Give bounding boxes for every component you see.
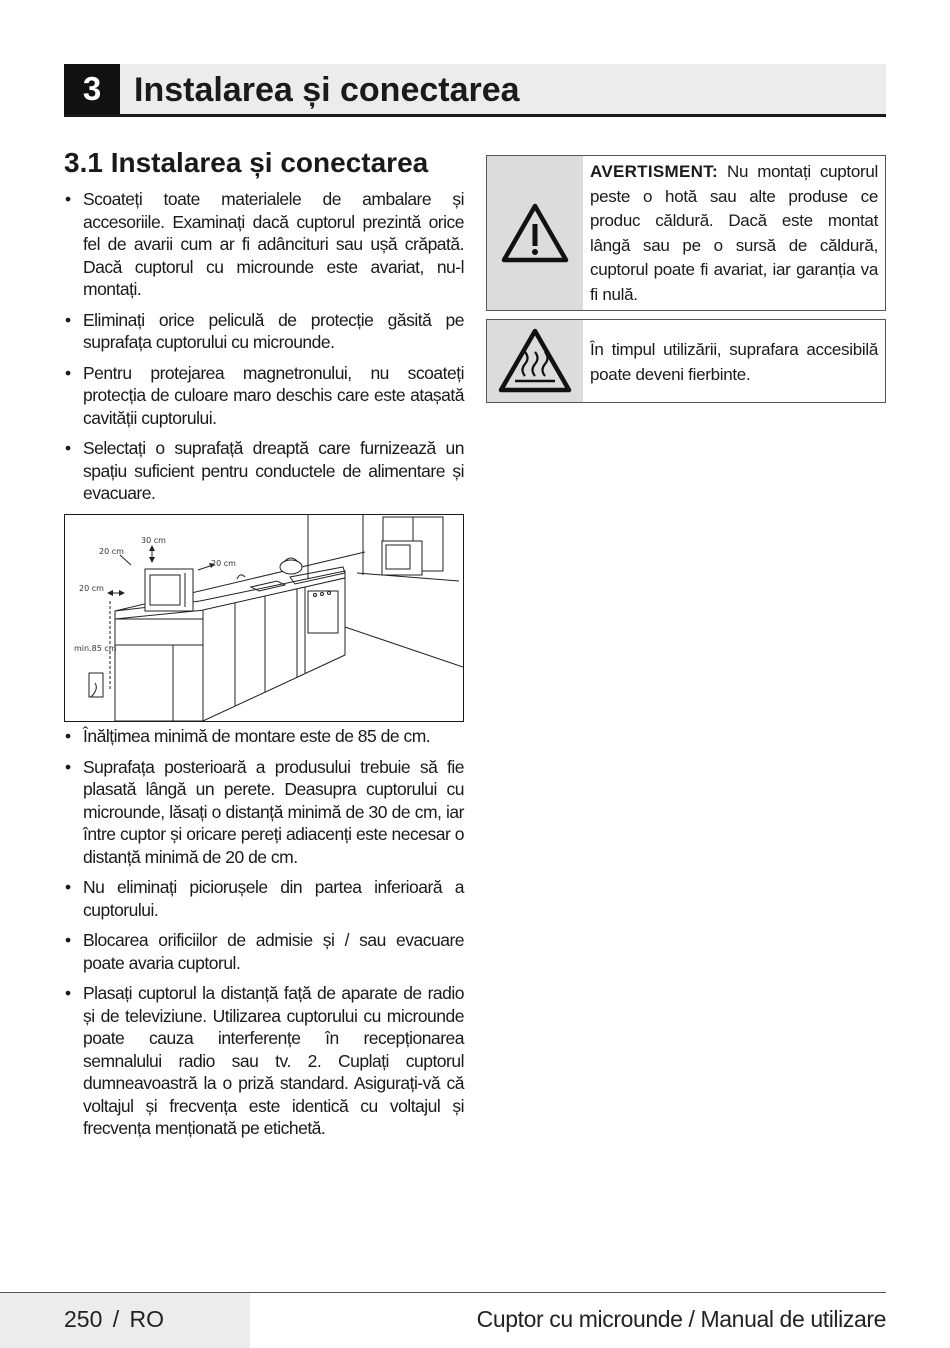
list-item: • Pentru protejarea magnetronului, nu scoateți protecția de culoare maro deschis care este atașată cavității cuptorului. [64, 362, 464, 430]
figure-label-min-height: min.85 cm [74, 644, 117, 653]
installation-list-bottom [64, 725, 464, 1148]
manual-title: Cuptor cu microunde / Manual de utilizare [476, 1306, 886, 1332]
warning-text: Nu montați cuptorul peste o hotă sau alte produse ce produc căldură. Dacă este montat lângă sau pe o sursă de căldură, cuptorul poate fi avariat, iar garanția va fi nulă. [590, 162, 878, 304]
kitchen-illustration [65, 515, 463, 721]
figure-label-side-right: 20 cm [211, 559, 236, 568]
hot-surface-text: În timpul utilizării, suprafara accesibilă poate deveni fierbinte. [590, 340, 878, 384]
figure-label-side-left: 20 cm [99, 547, 124, 556]
chapter-title: Instalarea și conectarea [134, 71, 520, 109]
list-item: • Înălțimea minimă de montare este de 85 de cm. [64, 725, 464, 748]
section-title: 3.1 Instalarea și conectarea [64, 147, 429, 178]
list-item: • Eliminați orice peliculă de protecție găsită pe suprafața cuptorului cu microunde. [64, 309, 464, 354]
warning-title: AVERTISMENT: [590, 162, 718, 181]
chapter-number: 3 [64, 64, 120, 114]
list-item: • Nu eliminați piciorușele din partea inferioară a cuptorului. [64, 876, 464, 921]
chapter-header [64, 64, 886, 117]
figure-label-top: 30 cm [141, 536, 166, 545]
warning-notice [486, 155, 886, 311]
list-item: • Scoateți toate materialele de ambalare și accesoriile. Examinați dacă cuptorul prezintă orice fel de avarii cum ar fi adâncituri sau ușă crăpată. Dacă cuptorul cu microunde este avariat, nu-l montați. [64, 188, 464, 301]
list-item: • Selectați o suprafață dreaptă care furnizează un spațiu suficient pentru conductele de alimentare și evacuare. [64, 437, 464, 505]
list-item: • Blocarea orificiilor de admisie și / sau evacuare poate avaria cuptorul. [64, 929, 464, 974]
page-number: 250 / RO [64, 1306, 165, 1332]
hot-surface-icon [498, 328, 572, 394]
figure-label-back: 20 cm [79, 584, 104, 593]
list-item: • Plasați cuptorul la distanță față de aparate de radio și de televiziune. Utilizarea cuptorului cu microunde poate cauza interferențe în recepționarea semnalului radio sau tv. 2. Cuplați cuptorul dumneavoastră la o priză standard. Asigurați-vă că voltajul și frecvența este identică cu voltajul și frecvența menționată pe etichetă. [64, 982, 464, 1140]
warning-triangle-icon [500, 202, 570, 264]
installation-figure [64, 514, 464, 722]
installation-list-top [64, 188, 464, 513]
hot-surface-notice [486, 319, 886, 403]
list-item: • Suprafața posterioară a produsului trebuie să fie plasată lângă un perete. Deasupra cuptorului cu microunde, lăsați o distanță minimă de 30 de cm, iar între cuptor și oricare pereți adiacenți este necesar o distanță minimă de 20 de cm. [64, 756, 464, 869]
